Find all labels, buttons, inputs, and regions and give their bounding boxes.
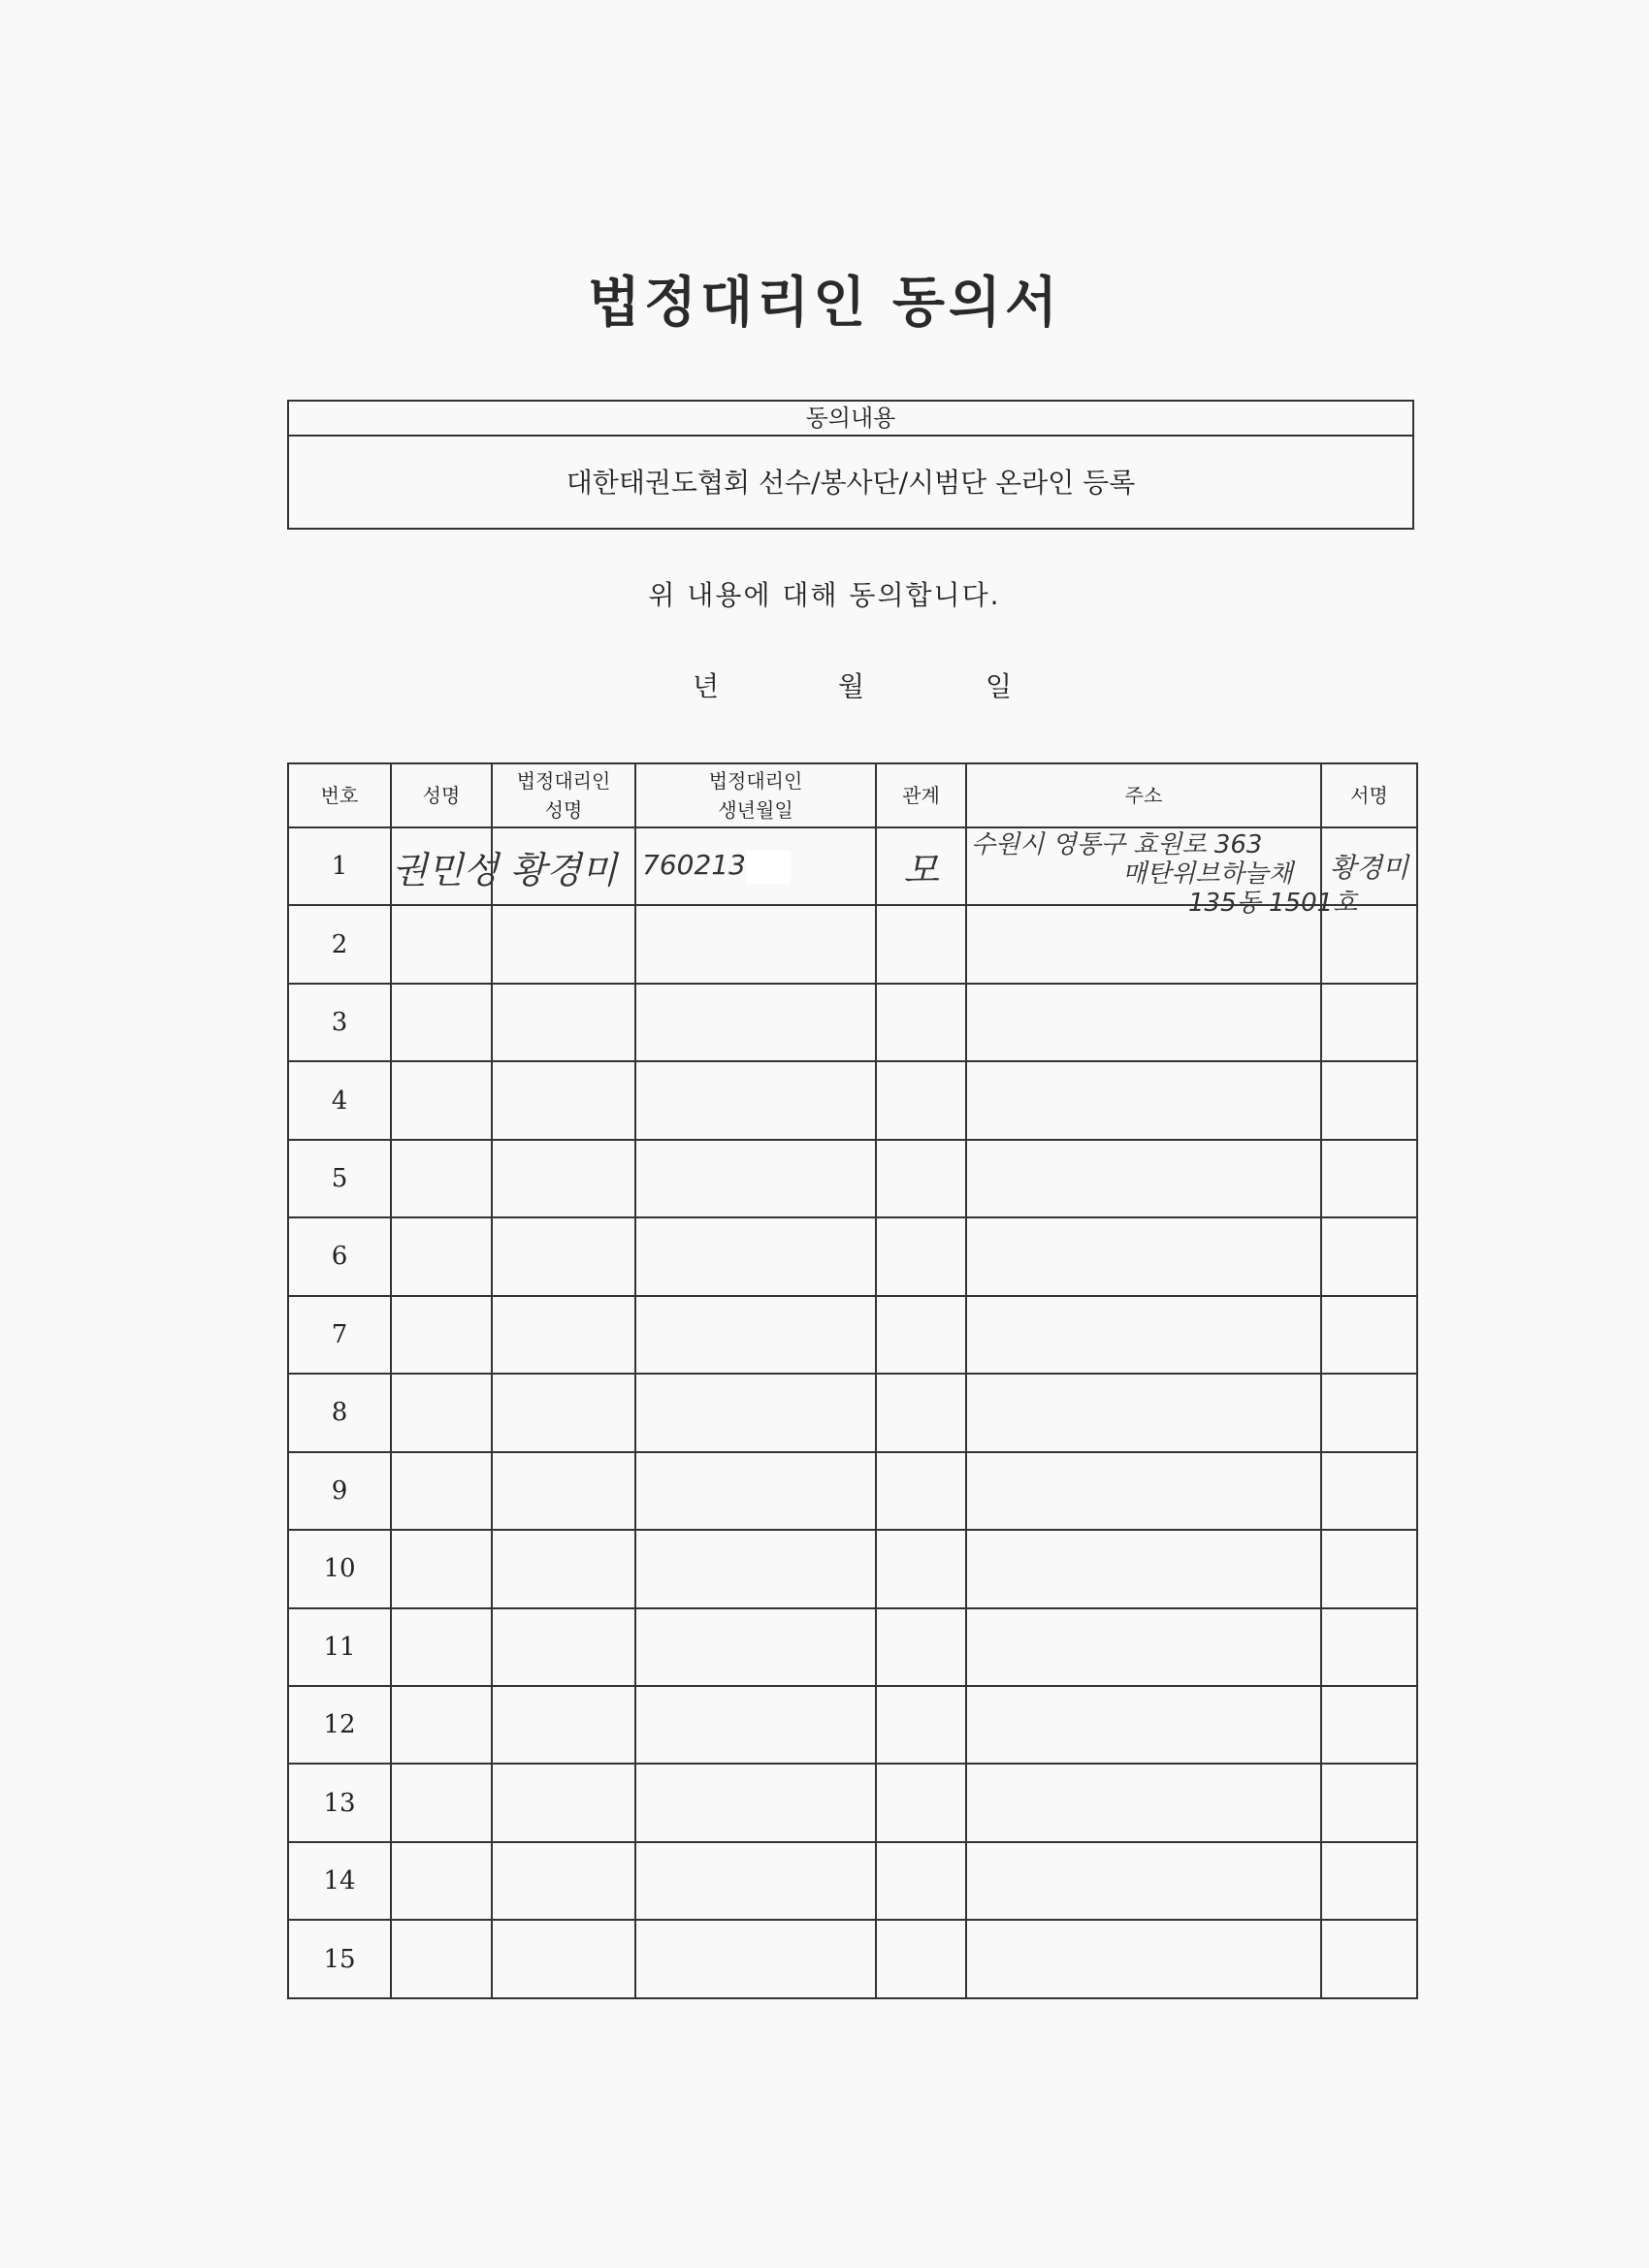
row-address xyxy=(966,1296,1321,1374)
row-no: 14 xyxy=(288,1842,391,1920)
row-name xyxy=(391,1296,492,1374)
table-row xyxy=(288,1452,1417,1530)
row-guardian-birth xyxy=(635,905,876,983)
row-guardian-name xyxy=(492,1217,635,1295)
row-no: 1 xyxy=(288,827,391,905)
row-address xyxy=(966,827,1358,918)
row-relation xyxy=(876,984,966,1061)
row-guardian-name xyxy=(492,1296,635,1374)
row-signature xyxy=(1321,1920,1417,1998)
row-address xyxy=(966,1686,1321,1764)
row-name xyxy=(391,1217,492,1295)
table-header-row xyxy=(288,763,1417,827)
row-no: 5 xyxy=(288,1140,391,1217)
row-name xyxy=(391,1764,492,1841)
table-row xyxy=(288,1061,1417,1139)
consent-body: 대한태권도협회 선수/봉사단/시범단 온라인 등록 xyxy=(566,467,1136,499)
row-signature xyxy=(1321,1374,1417,1451)
row-signature xyxy=(1321,1061,1417,1139)
header-guardian-name-line1: 법정대리인 xyxy=(516,769,611,793)
redaction-mark xyxy=(746,851,791,884)
date-year-label: 년 xyxy=(693,670,720,702)
row-no: 11 xyxy=(288,1608,391,1686)
row-guardian-birth xyxy=(635,1920,876,1998)
row-signature xyxy=(1321,1140,1417,1217)
header-guardian-birth-line1: 법정대리인 xyxy=(708,769,803,793)
table-row xyxy=(288,1686,1417,1764)
row-relation xyxy=(876,1061,966,1139)
table-row xyxy=(288,984,1417,1061)
row-address xyxy=(966,1217,1321,1295)
row-signature xyxy=(1321,1764,1417,1841)
row-address xyxy=(966,1608,1321,1686)
date-day-label: 일 xyxy=(986,670,1013,702)
row-guardian-name xyxy=(492,1061,635,1139)
row-no: 15 xyxy=(288,1920,391,1998)
handwritten-guardian-birth: 760213 xyxy=(642,849,746,882)
row-signature xyxy=(1321,1530,1417,1607)
table-row xyxy=(288,1374,1417,1451)
row-signature xyxy=(1321,1296,1417,1374)
roster-table xyxy=(287,762,1418,1999)
header-name: 성명 xyxy=(391,763,492,827)
row-signature xyxy=(1321,1686,1417,1764)
row-address xyxy=(966,1920,1321,1998)
row-relation xyxy=(876,1920,966,1998)
row-relation xyxy=(876,1296,966,1374)
row-no: 6 xyxy=(288,1217,391,1295)
row-name xyxy=(391,1140,492,1217)
row-relation xyxy=(876,1686,966,1764)
row-guardian-birth xyxy=(635,1061,876,1139)
row-address xyxy=(966,1061,1321,1139)
row-no: 12 xyxy=(288,1686,391,1764)
row-guardian-name xyxy=(492,827,635,905)
handwritten-relation: 모 xyxy=(903,848,939,891)
row-signature xyxy=(1321,1452,1417,1530)
address-line-2: 매탄위브하늘채 xyxy=(1122,859,1293,889)
row-guardian-birth xyxy=(635,1530,876,1607)
row-no: 4 xyxy=(288,1061,391,1139)
row-name xyxy=(391,1374,492,1451)
table-row xyxy=(288,1217,1417,1295)
date-month-label: 월 xyxy=(838,670,865,702)
row-guardian-name xyxy=(492,984,635,1061)
table-row xyxy=(288,1842,1417,1920)
row-no: 10 xyxy=(288,1530,391,1607)
handwritten-address xyxy=(967,830,1358,918)
row-guardian-birth xyxy=(635,1452,876,1530)
row-address xyxy=(966,1530,1321,1607)
row-no: 7 xyxy=(288,1296,391,1374)
row-guardian-birth xyxy=(635,1686,876,1764)
row-relation xyxy=(876,1452,966,1530)
row-address xyxy=(966,984,1321,1061)
row-guardian-birth xyxy=(635,1374,876,1451)
row-guardian-name xyxy=(492,1140,635,1217)
row-relation xyxy=(876,1374,966,1451)
row-guardian-name xyxy=(492,1686,635,1764)
table-row xyxy=(288,1764,1417,1841)
row-address xyxy=(966,1764,1321,1841)
row-guardian-birth xyxy=(635,1217,876,1295)
consent-box xyxy=(287,400,1414,530)
row-guardian-name xyxy=(492,1608,635,1686)
row-guardian-name xyxy=(492,1374,635,1451)
row-name xyxy=(391,1686,492,1764)
row-relation xyxy=(876,1842,966,1920)
row-no: 8 xyxy=(288,1374,391,1451)
table-row xyxy=(288,1140,1417,1217)
table-row xyxy=(288,1530,1417,1607)
row-guardian-name xyxy=(492,1452,635,1530)
row-no: 2 xyxy=(288,905,391,983)
header-guardian-birth-line2: 생년월일 xyxy=(718,798,793,822)
address-line-3: 135동 1501호 xyxy=(1188,889,1358,918)
row-guardian-name xyxy=(492,905,635,983)
document-title: 법정대리인 동의서 xyxy=(587,272,1062,335)
row-guardian-name xyxy=(492,1842,635,1920)
row-name xyxy=(391,905,492,983)
table-row xyxy=(288,827,1417,905)
row-guardian-birth xyxy=(635,1296,876,1374)
row-address xyxy=(966,1842,1321,1920)
row-relation xyxy=(876,905,966,983)
handwritten-signature: 황경미 xyxy=(1329,852,1409,885)
row-guardian-birth xyxy=(635,1140,876,1217)
row-name xyxy=(391,1061,492,1139)
row-name xyxy=(391,984,492,1061)
header-guardian-name xyxy=(492,763,635,827)
header-relation: 관계 xyxy=(876,763,966,827)
row-relation xyxy=(876,1140,966,1217)
row-signature xyxy=(1321,984,1417,1061)
row-relation xyxy=(876,827,966,905)
row-guardian-birth xyxy=(635,1764,876,1841)
row-guardian-name xyxy=(492,1764,635,1841)
agree-statement: 위 내용에 대해 동의합니다. xyxy=(648,579,1001,611)
consent-header: 동의내용 xyxy=(289,402,1412,437)
row-relation xyxy=(876,1530,966,1607)
header-no: 번호 xyxy=(288,763,391,827)
header-address: 주소 xyxy=(966,763,1321,827)
row-relation xyxy=(876,1608,966,1686)
row-guardian-birth xyxy=(635,1608,876,1686)
table-row xyxy=(288,1920,1417,1998)
row-guardian-birth xyxy=(635,827,876,905)
table-row xyxy=(288,1296,1417,1374)
row-relation xyxy=(876,1217,966,1295)
row-relation xyxy=(876,1764,966,1841)
row-no: 9 xyxy=(288,1452,391,1530)
header-guardian-birth xyxy=(635,763,876,827)
row-no: 3 xyxy=(288,984,391,1061)
row-name xyxy=(391,827,500,905)
row-name xyxy=(391,1920,492,1998)
row-address xyxy=(966,1140,1321,1217)
row-name xyxy=(391,1452,492,1530)
header-signature: 서명 xyxy=(1321,763,1417,827)
row-guardian-name xyxy=(492,1530,635,1607)
row-name xyxy=(391,1842,492,1920)
table-row xyxy=(288,1608,1417,1686)
row-signature xyxy=(1321,1217,1417,1295)
row-address xyxy=(966,1374,1321,1451)
row-signature xyxy=(1321,1842,1417,1920)
row-guardian-name xyxy=(492,1920,635,1998)
row-guardian-birth xyxy=(635,1842,876,1920)
row-guardian-birth xyxy=(635,984,876,1061)
row-name xyxy=(391,1530,492,1607)
row-address xyxy=(966,1452,1321,1530)
handwritten-name: 권민성 xyxy=(392,848,500,891)
header-guardian-name-line2: 성명 xyxy=(544,798,583,822)
row-name xyxy=(391,1608,492,1686)
row-signature xyxy=(1321,1608,1417,1686)
row-no: 13 xyxy=(288,1764,391,1841)
address-line-1: 수원시 영통구 효원로 363 xyxy=(971,830,1263,859)
handwritten-guardian-name: 황경미 xyxy=(509,848,618,891)
